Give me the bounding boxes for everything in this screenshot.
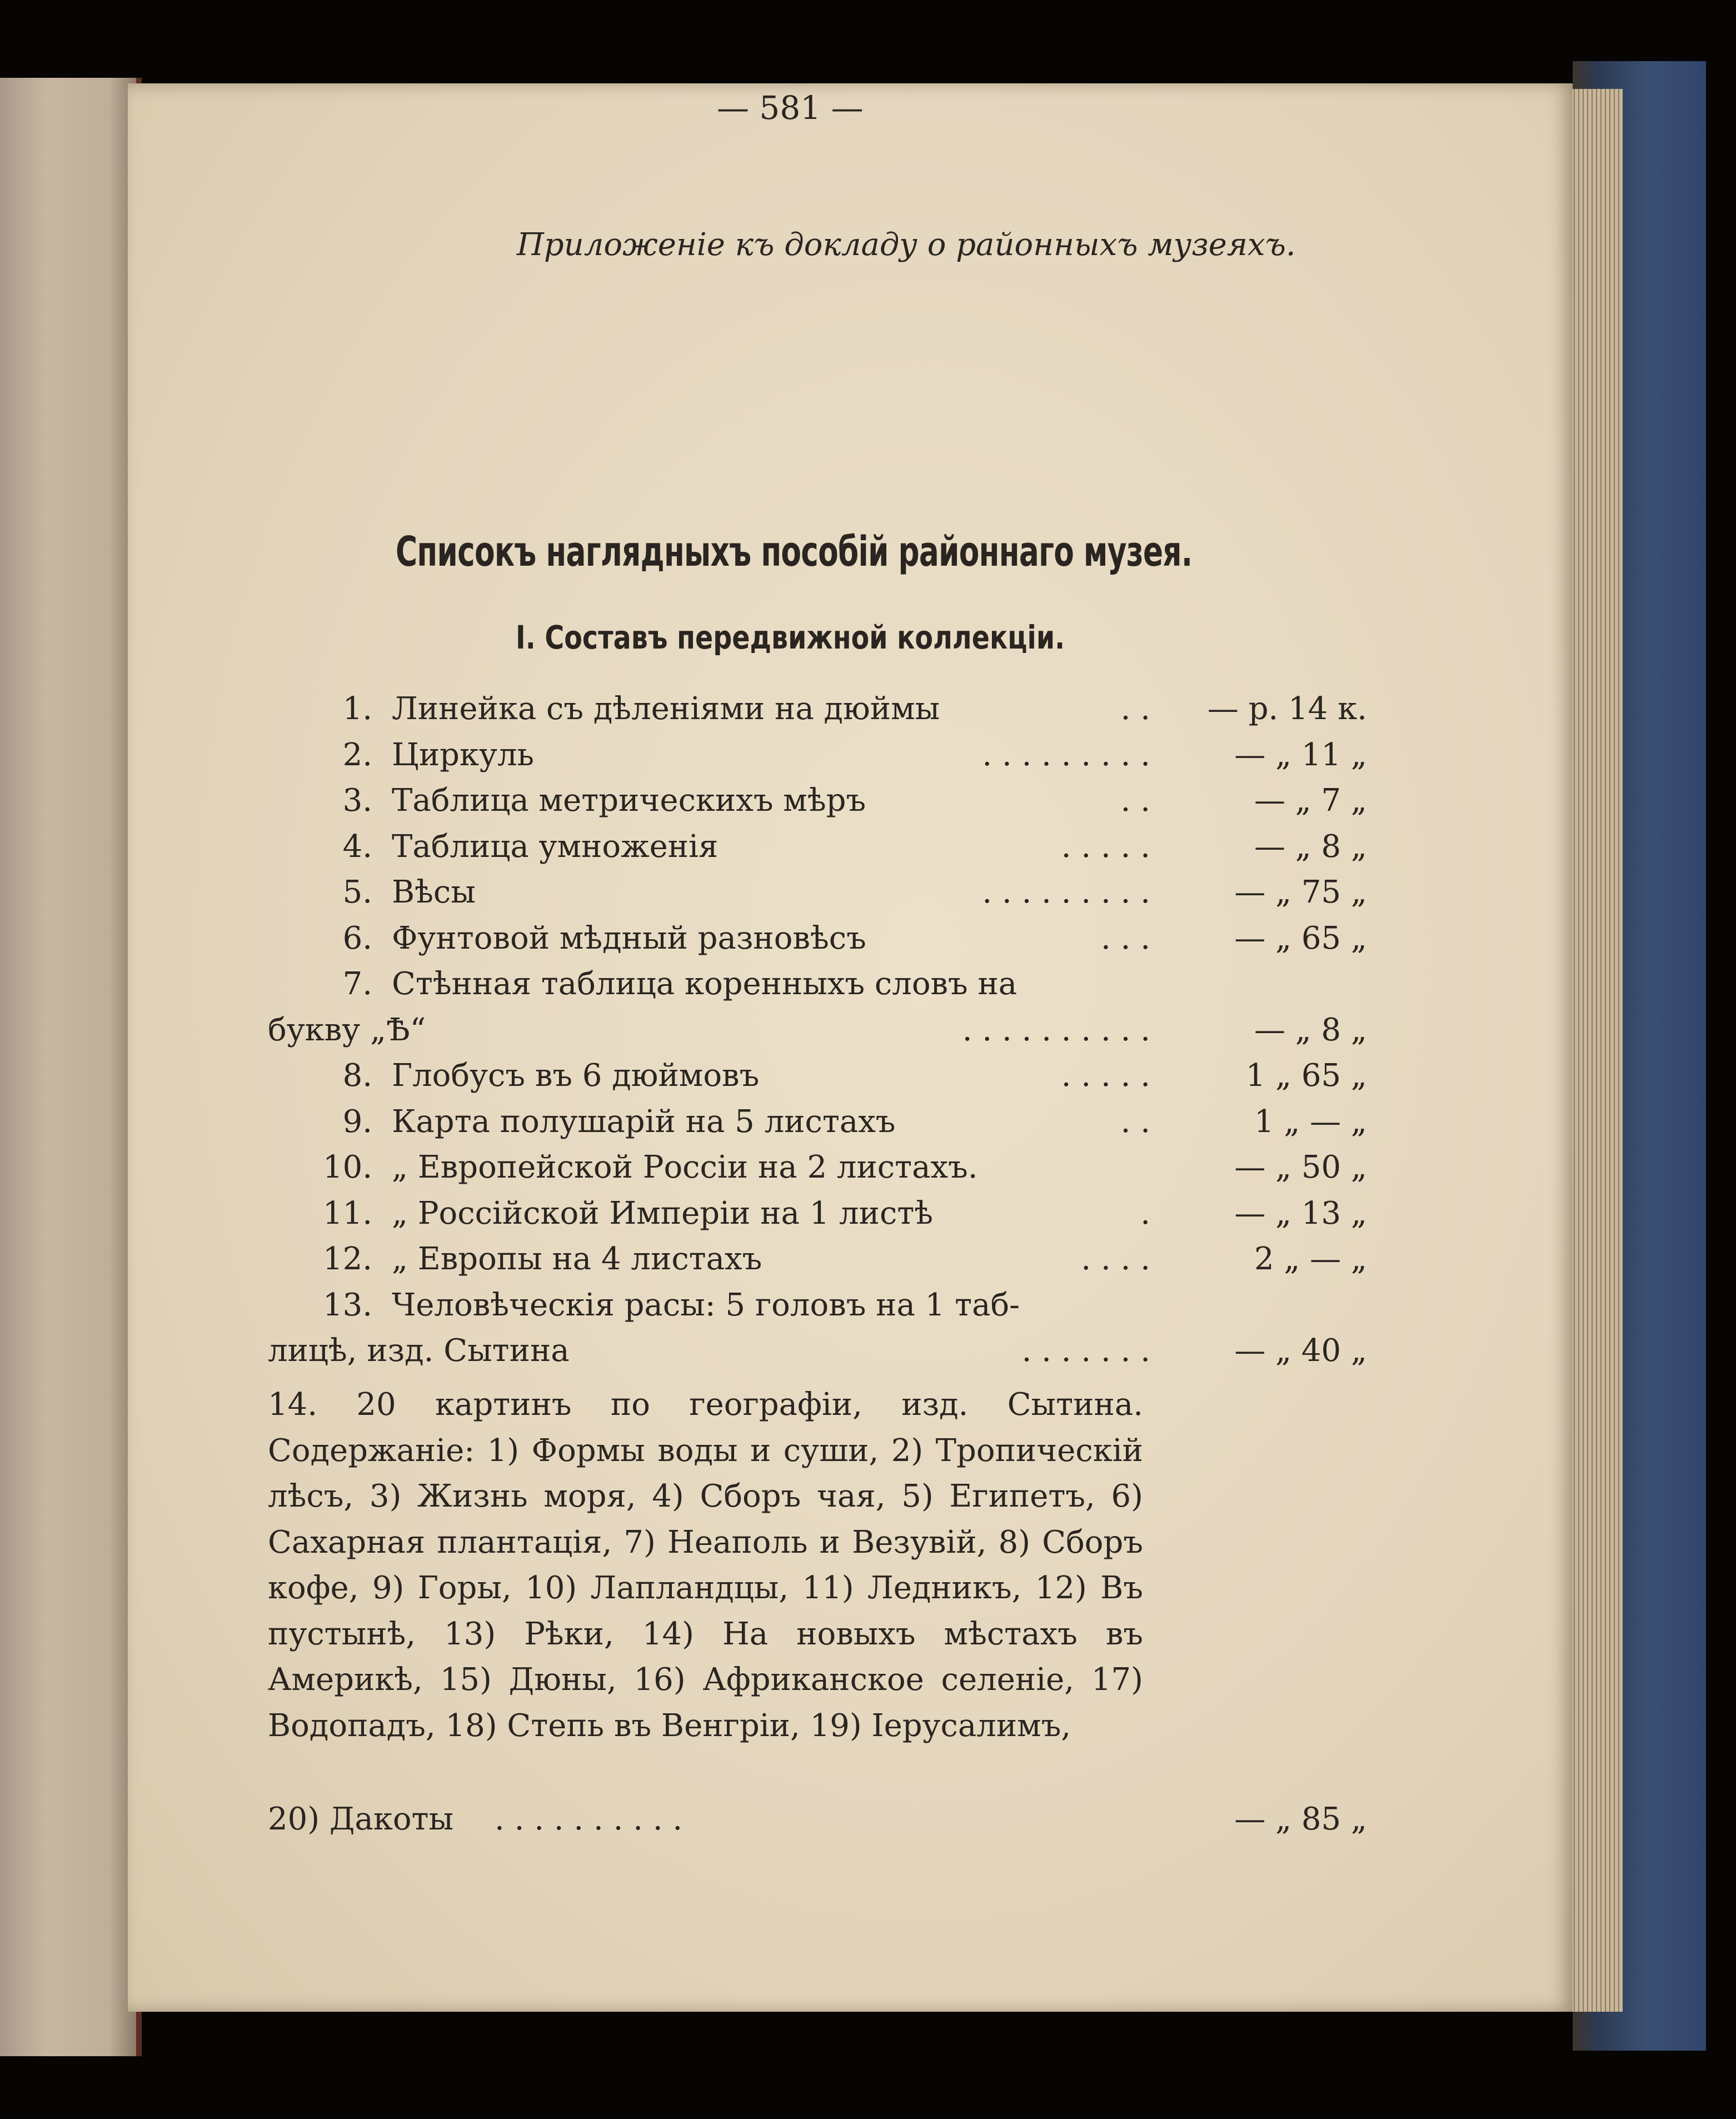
item-number: 6.: [342, 920, 372, 956]
item-number: 1.: [342, 691, 372, 727]
item-leader-dots: . .: [1120, 1103, 1150, 1140]
item-leader-dots: . . . . . . .: [1021, 1333, 1150, 1369]
main-title: Списокъ наглядныхъ пособій районнаго музея.: [396, 528, 1193, 576]
item-number: 2.: [342, 736, 372, 773]
item-text: Фунтовой мѣдный разновѣсъ: [392, 920, 866, 956]
item-text: букву „Ѣ“: [268, 1011, 426, 1048]
item-price: 1 „ — „: [1254, 1103, 1367, 1140]
item-price: 1 „ 65 „: [1245, 1058, 1367, 1094]
item-leader-dots: . .: [1120, 782, 1150, 819]
page-number: — 581 —: [717, 89, 864, 127]
item-14-text: 14. 20 картинъ по географіи, изд. Сытина. Содержаніе: 1) Формы воды и суши, 2) Тропическій лѣсъ, 3) Жизнь моря, 4) Сборъ чая, 5) Египетъ, 6) Сахарная плантація, 7) Неаполь и Везувій, 8) Сборъ кофе, 9) Горы, 10) Лапландцы, 11) Ледникъ, 12) Въ пустынѣ, 13) Рѣки, 14) На новыхъ мѣстахъ въ Америкѣ, 15) Дюны, 16) Африканское селеніе, 17) Водопадъ, 18) Степь въ Венгріи, 19) Іерусалимъ,: [268, 1387, 1143, 1744]
item-text: „ Россійской Имперіи на 1 листѣ: [392, 1195, 934, 1231]
section-title: I. Составъ передвижной коллекціи.: [516, 619, 1065, 656]
item-price: 2 „ — „: [1254, 1241, 1367, 1277]
item-number: 9.: [342, 1103, 372, 1140]
item-14-paragraph: [268, 1382, 1143, 1749]
item-leader-dots: . . . .: [1081, 1241, 1150, 1277]
item-number: 12.: [322, 1241, 372, 1277]
item-leader-dots: . . .: [1100, 920, 1150, 956]
item-leader-dots: . . . . . . . . .: [982, 874, 1150, 910]
item-text: Линейка съ дѣленіями на дюймы: [392, 691, 940, 727]
item-text: Человѣческія расы: 5 головъ на 1 таб-: [392, 1287, 1020, 1323]
item-text: Циркуль: [392, 736, 535, 773]
item-leader-dots: . . . . .: [1061, 1058, 1150, 1094]
item-number: 4.: [342, 828, 372, 865]
item-price: — „ 40 „: [1234, 1333, 1367, 1369]
item-text: „ Европейской Россіи на 2 листахъ.: [392, 1149, 978, 1185]
item-number: 10.: [322, 1149, 372, 1185]
item-text: Вѣсы: [392, 874, 476, 910]
item-leader-dots: . .: [1120, 691, 1150, 727]
item-price: — „ 50 „: [1234, 1149, 1367, 1185]
item-price: — „ 8 „: [1254, 828, 1367, 865]
item-price: — р. 14 к.: [1207, 691, 1367, 727]
item-text: Таблица умноженія: [392, 828, 719, 865]
item-price: — „ 7 „: [1254, 782, 1367, 819]
left-page-edge: [0, 78, 142, 2056]
item-number: 13.: [322, 1287, 372, 1323]
item-price: — „ 13 „: [1234, 1195, 1367, 1231]
item-number: 7.: [342, 966, 372, 1002]
item-14-dots: . . . . . . . . . .: [495, 1801, 683, 1837]
appendix-title: Приложеніе къ докладу о районныхъ музеяхъ.: [517, 227, 1296, 263]
item-price: — „ 8 „: [1254, 1011, 1367, 1048]
item-price: — „ 65 „: [1234, 920, 1367, 956]
item-price: — „ 75 „: [1234, 874, 1367, 910]
item-text: лицѣ, изд. Сытина: [268, 1333, 570, 1369]
item-leader-dots: . . . . . . . . .: [982, 736, 1150, 773]
item-text: Таблица метрическихъ мѣръ: [392, 782, 866, 819]
item-14-price: — „ 85 „: [1234, 1801, 1367, 1837]
item-leader-dots: .: [1140, 1195, 1150, 1231]
item-price: — „ 11 „: [1234, 736, 1367, 773]
item-text: Глобусъ въ 6 дюймовъ: [392, 1058, 760, 1094]
item-leader-dots: . . . . . . . . . .: [962, 1011, 1150, 1048]
item-text: Стѣнная таблица коренныхъ словъ на: [392, 966, 1017, 1002]
item-number: 5.: [342, 874, 372, 910]
item-number: 11.: [322, 1195, 372, 1231]
item-text: „ Европы на 4 листахъ: [392, 1241, 762, 1277]
item-leader-dots: . . . . .: [1061, 828, 1150, 865]
item-text: Карта полушарій на 5 листахъ: [392, 1103, 896, 1140]
item-number: 8.: [342, 1058, 372, 1094]
item-number: 3.: [342, 782, 372, 819]
item-14-last-line: 20) Дакоты: [268, 1801, 454, 1837]
